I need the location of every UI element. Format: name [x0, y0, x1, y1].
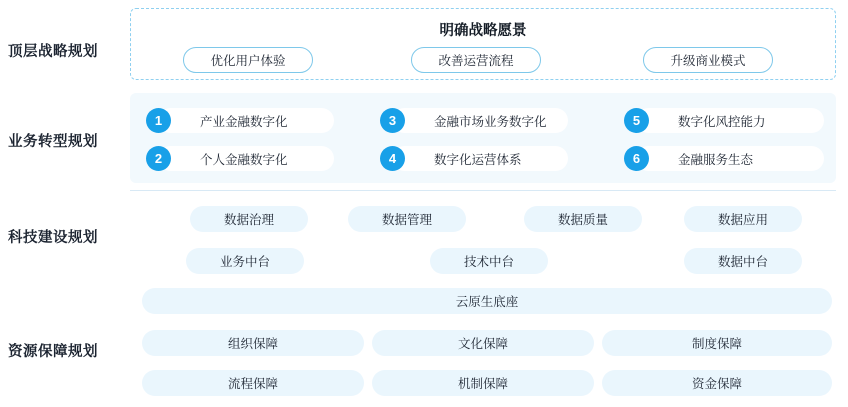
business-item-4[interactable]: 数字化运营体系	[392, 146, 568, 171]
business-badge-5: 5	[624, 108, 649, 133]
row-label-business: 业务转型规划	[8, 134, 98, 150]
tech-item-business-midplatform[interactable]: 业务中台	[186, 248, 304, 274]
business-badge-6: 6	[624, 146, 649, 171]
business-badge-2: 2	[146, 146, 171, 171]
tech-item-data-governance[interactable]: 数据治理	[190, 206, 308, 232]
row-label-technology: 科技建设规划	[8, 230, 98, 246]
business-badge-1: 1	[146, 108, 171, 133]
strategy-item-1[interactable]: 优化用户体验	[183, 47, 313, 73]
row-label-strategy: 顶层战略规划	[8, 44, 98, 60]
business-badge-3: 3	[380, 108, 405, 133]
resource-item-system[interactable]: 制度保障	[602, 330, 832, 356]
business-item-3[interactable]: 金融市场业务数字化	[392, 108, 568, 133]
tech-item-cloud-native-foundation[interactable]: 云原生底座	[142, 288, 832, 314]
tech-item-technology-midplatform[interactable]: 技术中台	[430, 248, 548, 274]
tech-item-data-quality[interactable]: 数据质量	[524, 206, 642, 232]
strategy-title: 明确战略愿景	[439, 23, 527, 39]
resource-item-funding[interactable]: 资金保障	[602, 370, 832, 396]
business-item-5[interactable]: 数字化风控能力	[636, 108, 824, 133]
resource-item-culture[interactable]: 文化保障	[372, 330, 594, 356]
tech-item-data-management[interactable]: 数据管理	[348, 206, 466, 232]
strategy-section	[130, 8, 836, 80]
business-item-2[interactable]: 个人金融数字化	[158, 146, 334, 171]
business-item-1[interactable]: 产业金融数字化	[158, 108, 334, 133]
row-label-resource: 资源保障规划	[8, 344, 98, 360]
resource-item-organization[interactable]: 组织保障	[142, 330, 364, 356]
tech-item-data-midplatform[interactable]: 数据中台	[684, 248, 802, 274]
section-divider	[130, 190, 836, 191]
tech-item-data-application[interactable]: 数据应用	[684, 206, 802, 232]
strategy-item-3[interactable]: 升级商业模式	[643, 47, 773, 73]
resource-item-process[interactable]: 流程保障	[142, 370, 364, 396]
resource-item-mechanism[interactable]: 机制保障	[372, 370, 594, 396]
strategy-item-2[interactable]: 改善运营流程	[411, 47, 541, 73]
business-item-6[interactable]: 金融服务生态	[636, 146, 824, 171]
business-badge-4: 4	[380, 146, 405, 171]
